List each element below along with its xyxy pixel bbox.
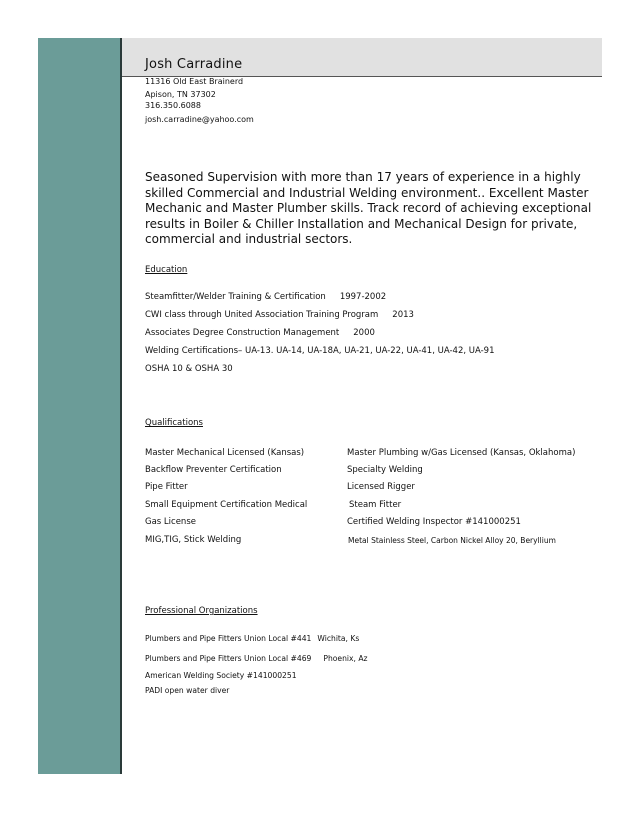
organization-name: Plumbers and Pipe Fitters Union Local #469	[145, 654, 312, 663]
address-line-2: Apison, TN 37302	[145, 90, 216, 99]
phone-number: 316.350.6088	[145, 101, 201, 110]
organization-name: PADI open water diver	[145, 686, 230, 695]
education-heading: Education	[145, 265, 188, 275]
email-address: josh.carradine@yahoo.com	[145, 115, 254, 124]
qualification-left: Master Mechanical Licensed (Kansas)	[145, 448, 305, 458]
qualification-left: Gas License	[145, 517, 196, 527]
education-item-text: Welding Certifications– UA-13. UA-14, UA-18A, UA-21, UA-22, UA-41, UA-42, UA-91	[145, 346, 495, 356]
qualifications-heading: Qualifications	[145, 418, 203, 428]
education-item-year: 2000	[353, 328, 375, 338]
qualification-right: Licensed Rigger	[347, 482, 415, 492]
organization-name: Plumbers and Pipe Fitters Union Local #441	[145, 634, 312, 643]
education-item-year: 2013	[392, 310, 414, 320]
qualification-right: Steam Fitter	[349, 500, 402, 510]
education-item-text: Associates Degree Construction Management	[145, 328, 340, 338]
education-item	[145, 364, 233, 374]
organization-item	[145, 634, 359, 643]
qualification-right: Specialty Welding	[347, 465, 423, 475]
education-item	[145, 292, 386, 302]
resume-name: Josh Carradine	[145, 57, 243, 72]
sidebar-color-band	[38, 38, 122, 774]
education-item	[145, 346, 495, 356]
organizations-heading: Professional Organizations	[145, 606, 258, 616]
qualification-left: Backflow Preventer Certification	[145, 465, 282, 475]
education-item	[145, 328, 375, 338]
organization-location: Phoenix, Az	[323, 654, 368, 663]
education-item-text: OSHA 10 & OSHA 30	[145, 364, 233, 374]
qualification-left: MIG,TIG, Stick Welding	[145, 535, 242, 545]
address-line-1: 11316 Old East Brainerd	[145, 77, 244, 86]
qualification-left: Small Equipment Certification Medical	[145, 500, 308, 510]
qualification-left: Pipe Fitter	[145, 482, 188, 492]
qualification-right: Certified Welding Inspector #141000251	[347, 517, 521, 527]
organization-name: American Welding Society #141000251	[145, 671, 297, 680]
organization-location: Wichita, Ks	[317, 634, 360, 643]
organization-item	[145, 671, 297, 680]
education-item-year: 1997-2002	[339, 292, 387, 302]
education-item	[145, 310, 414, 320]
education-item-text: CWI class through United Association Training Program	[145, 310, 379, 320]
education-item-text: Steamfitter/Welder Training & Certification	[145, 292, 326, 302]
organization-item	[145, 686, 229, 695]
organization-item	[145, 654, 368, 663]
qualification-right: Metal Stainless Steel, Carbon Nickel Alloy 20, Beryllium	[348, 536, 556, 545]
professional-summary: Seasoned Supervision with more than 17 years of experience in a highly skilled Commercial and Industrial Welding environment.. Excellent Master Mechanic and Master Plumber skills. Track record of achieving exceptional results in Boiler & Chiller Installation and Mechanical Design for private, commercial and industrial sectors.	[145, 170, 592, 246]
qualification-right: Master Plumbing w/Gas Licensed (Kansas, Oklahoma)	[347, 448, 576, 458]
